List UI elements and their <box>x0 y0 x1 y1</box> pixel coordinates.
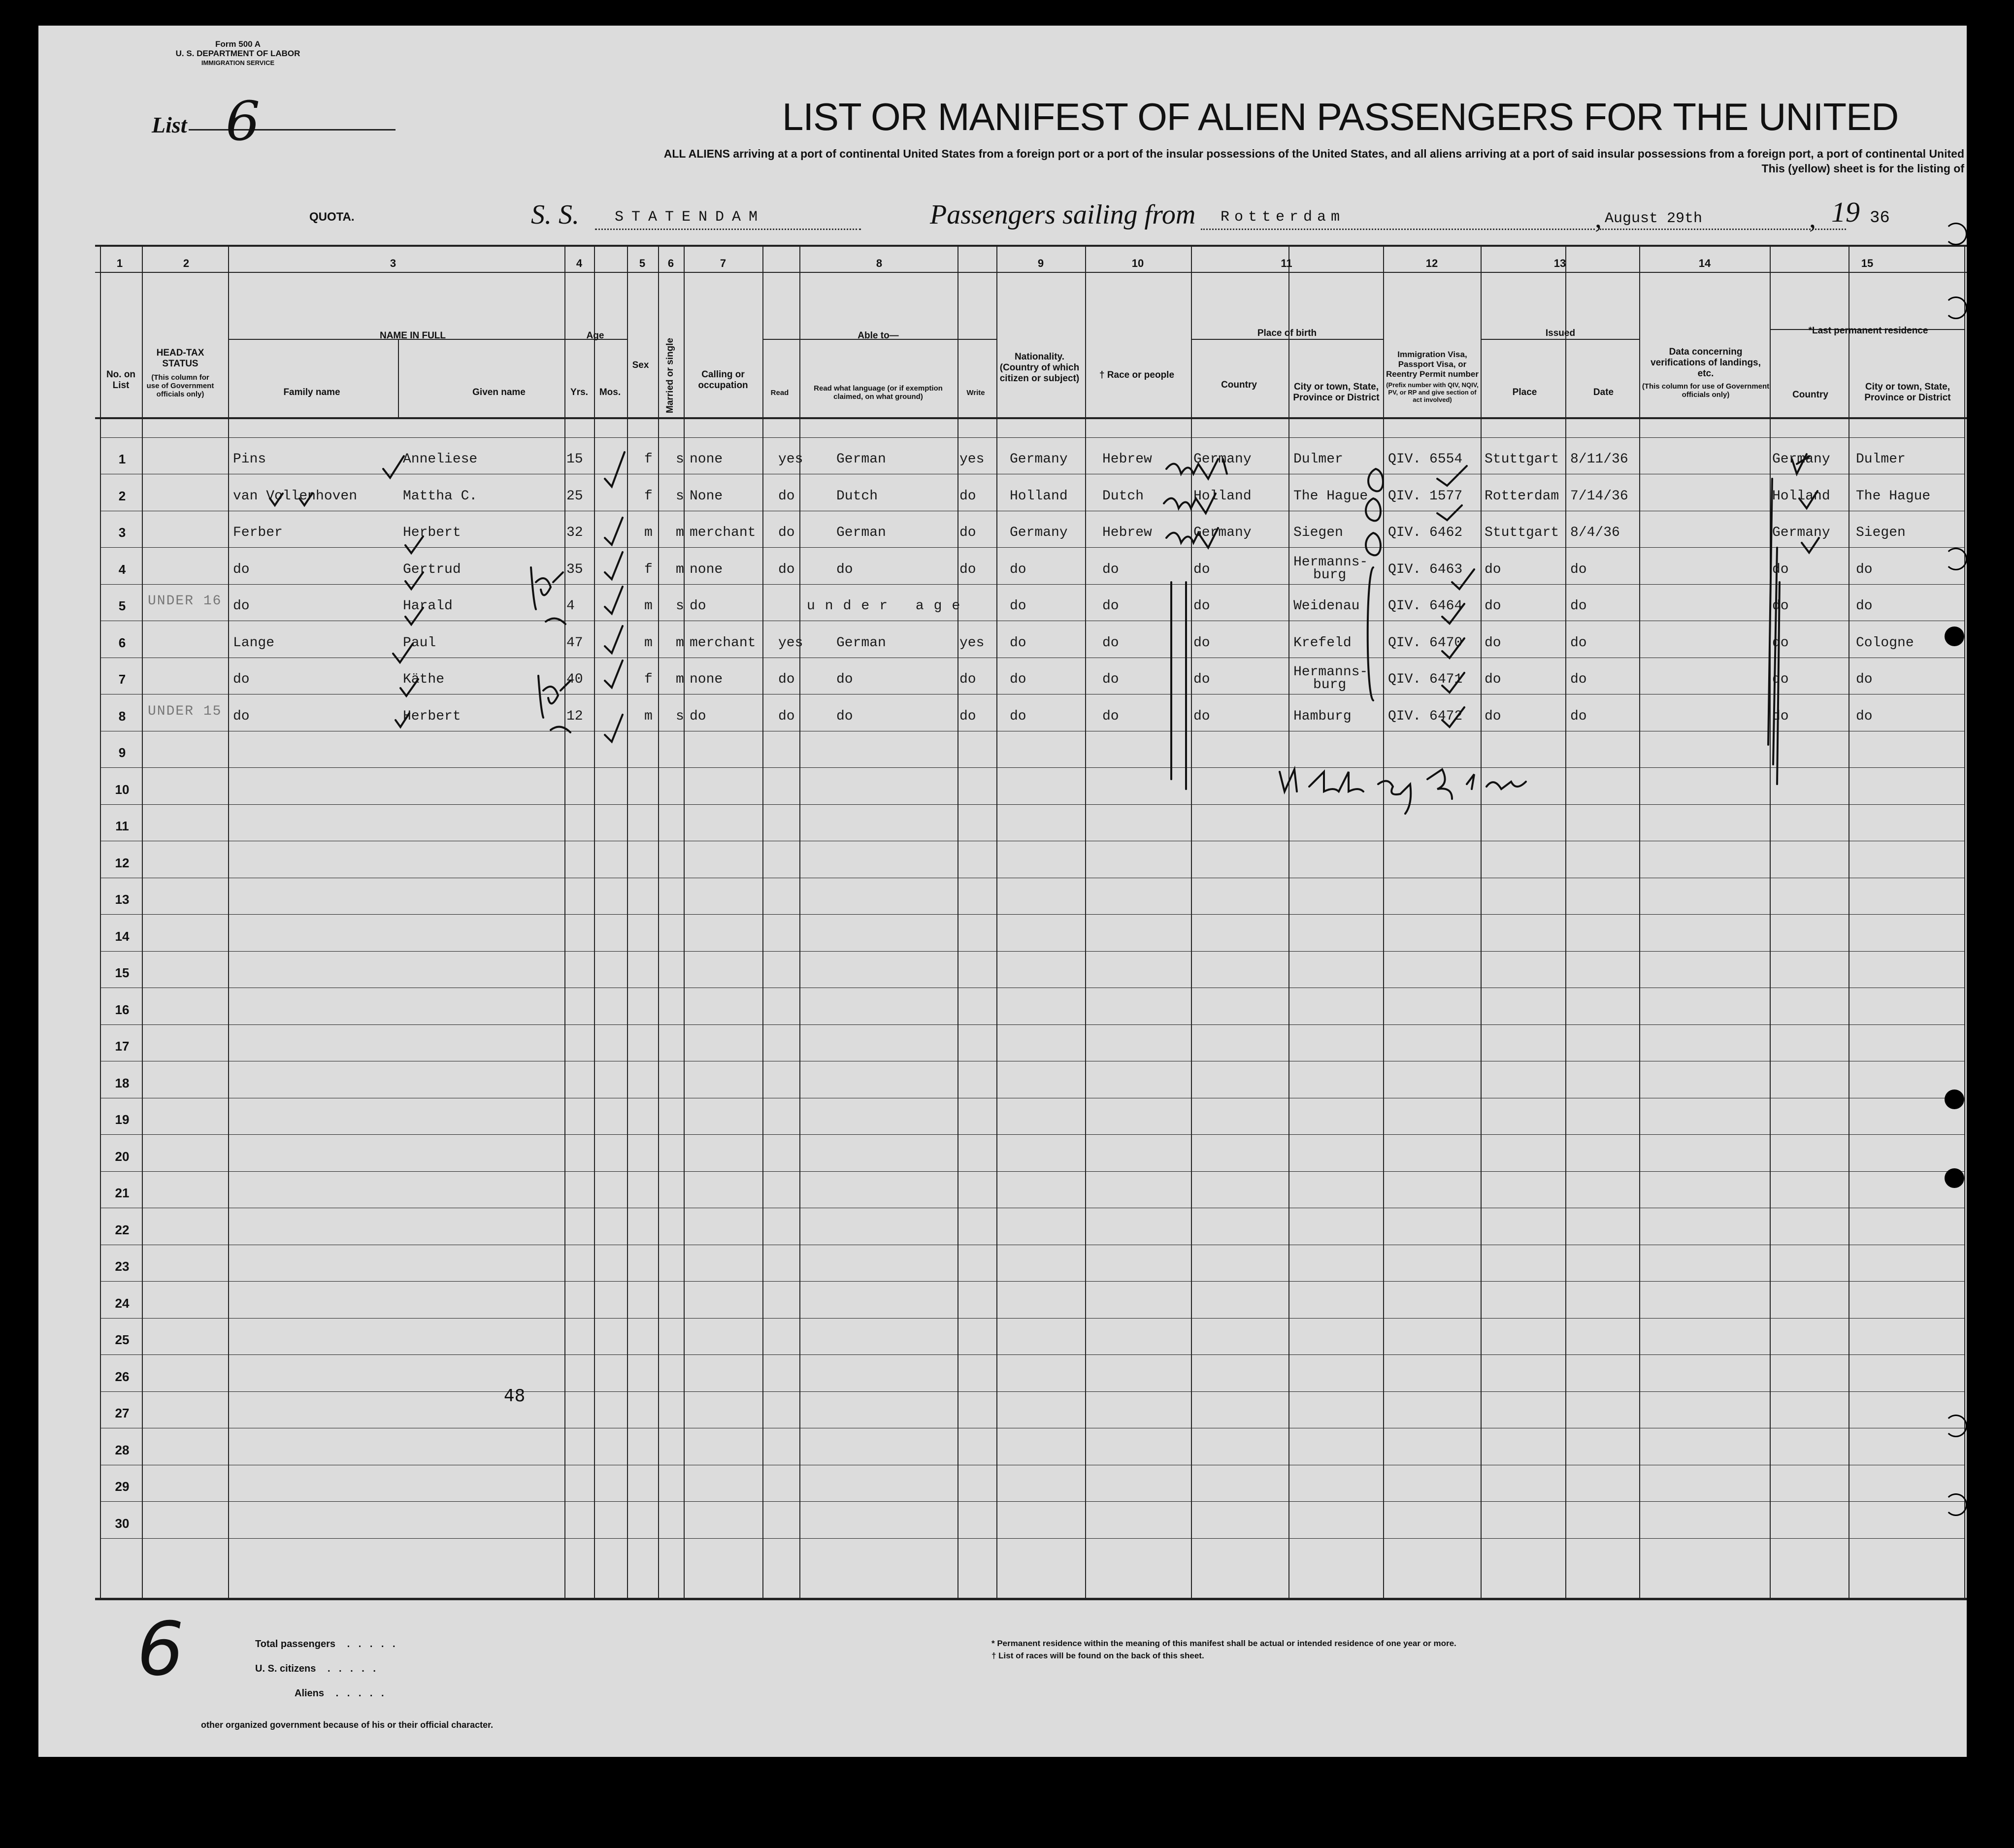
birth-scrawl-1 <box>1166 459 1227 479</box>
age-years: 25 <box>566 489 583 504</box>
row-number: 15 <box>115 965 130 980</box>
sex: m <box>644 635 653 651</box>
sex: f <box>644 489 653 504</box>
issued-date: 7/14/36 <box>1570 489 1628 504</box>
us-citizens-dots: . . . . . <box>327 1663 379 1674</box>
issued-place: do <box>1485 598 1501 614</box>
check-mark-name-1 <box>383 456 404 478</box>
given-name: Paul <box>403 635 436 651</box>
marital-status: s <box>676 709 684 724</box>
column-number: 7 <box>720 257 726 269</box>
residence-country: do <box>1772 598 1789 614</box>
birth-country: Germany <box>1193 452 1252 467</box>
row-number: 11 <box>115 819 129 833</box>
sex: f <box>644 452 653 467</box>
row-number: 1 <box>118 452 126 466</box>
residence-city: do <box>1856 672 1873 687</box>
nationality: do <box>1010 709 1026 724</box>
visa-number: QIV. 6554 <box>1388 452 1463 467</box>
row-number: 19 <box>115 1112 130 1127</box>
head-tax-title: HEAD-TAX STATUS <box>156 347 204 369</box>
visa-title: Immigration Visa, Passport Visa, or Reentry Permit number <box>1386 350 1479 379</box>
check-mark-age-7 <box>605 660 623 688</box>
age-years: 12 <box>566 709 583 724</box>
issued-date: do <box>1570 598 1587 614</box>
can-write: do <box>959 489 976 504</box>
residence-country: Holland <box>1772 489 1830 504</box>
residence-city: The Hague <box>1856 489 1931 504</box>
check-mark-age-1 <box>605 452 625 487</box>
row-number: 7 <box>118 672 126 687</box>
binder-hole <box>1945 223 1967 245</box>
row-number: 18 <box>115 1076 130 1090</box>
race: do <box>1102 672 1119 687</box>
visa-number: QIV. 6463 <box>1388 562 1463 577</box>
check-mark-name-5 <box>405 608 423 625</box>
header-family-name: Family name <box>283 387 340 397</box>
birth-country: Germany <box>1193 525 1252 540</box>
nationality: do <box>1010 598 1026 614</box>
ship-name: STATENDAM <box>615 209 766 226</box>
can-read: do <box>778 672 795 687</box>
handwritten-flag-2 <box>546 619 565 624</box>
row-number: 12 <box>115 856 130 870</box>
header-no-on-list: No. on List <box>106 369 136 391</box>
comma-1: , <box>1595 203 1602 234</box>
residence-city: do <box>1856 709 1873 724</box>
header-calling: Calling or occupation <box>698 369 748 391</box>
age-years: 15 <box>566 452 583 467</box>
column-number: 3 <box>390 257 396 269</box>
column-number: 12 <box>1425 257 1438 269</box>
birth-city: Hermanns- burg <box>1293 555 1368 583</box>
read-language: German <box>836 452 886 467</box>
verification-note: (This column for use of Government officials only) <box>1642 382 1770 399</box>
check-mark-name-4 <box>405 572 423 589</box>
column-number: 14 <box>1698 257 1711 269</box>
header-given-name: Given name <box>472 387 526 397</box>
family-name: do <box>233 598 250 614</box>
row-number: 20 <box>115 1149 130 1164</box>
visa-number: QIV. 6462 <box>1388 525 1463 540</box>
read-language: German <box>836 635 886 651</box>
birth-country: do <box>1193 672 1210 687</box>
ss-label: S. S. <box>531 199 579 230</box>
race: do <box>1102 635 1119 651</box>
family-name: van Vollenhoven <box>233 489 358 504</box>
header-read: Read <box>770 388 789 397</box>
header-yrs: Yrs. <box>570 387 588 397</box>
birth-country: Holland <box>1193 489 1252 504</box>
manifest-sheet <box>38 26 1967 1757</box>
calling: merchant <box>690 635 756 651</box>
scrawled-note <box>1280 769 1526 814</box>
footnote-permanent-residence: * Permanent residence within the meaning of this manifest shall be actual or intended residence of one year or more. <box>991 1639 1456 1648</box>
check-mark-name-8 <box>396 713 409 727</box>
binder-hole <box>1945 297 1967 319</box>
family-name: Ferber <box>233 525 283 540</box>
quota-label: QUOTA. <box>309 210 355 224</box>
binder-hole <box>1945 1493 1967 1516</box>
column-number: 5 <box>639 257 646 269</box>
given-name: Käthe <box>403 672 445 687</box>
read-language: do <box>836 672 853 687</box>
age-years: 32 <box>566 525 583 540</box>
column-number: 8 <box>876 257 883 269</box>
nationality: Germany <box>1010 525 1068 540</box>
header-able-to: Able to— <box>858 330 899 341</box>
given-name: Herbert <box>403 709 461 724</box>
sailing-date: August 29th <box>1605 210 1703 227</box>
header-age: Age <box>586 330 604 341</box>
issued-date: 8/11/36 <box>1570 452 1628 467</box>
binder-hole <box>1945 548 1967 570</box>
family-name: Lange <box>233 635 275 651</box>
family-name: do <box>233 562 250 577</box>
departure-port: Rotterdam <box>1221 209 1345 226</box>
total-passengers-dots: . . . . . <box>347 1639 398 1650</box>
column-number: 11 <box>1281 257 1292 269</box>
us-citizens-label: U. S. citizens . . . . . <box>255 1663 379 1674</box>
calling: do <box>690 598 706 614</box>
column-number: 9 <box>1037 257 1044 269</box>
age-years: 35 <box>566 562 583 577</box>
header-sex: Sex <box>632 360 649 370</box>
residence-check-marks <box>1792 454 1819 553</box>
can-read: do <box>778 525 795 540</box>
residence-city: Cologne <box>1856 635 1914 651</box>
can-read: do <box>778 562 795 577</box>
calling: None <box>690 489 723 504</box>
row-number: 26 <box>115 1369 130 1384</box>
residence-country: Germany <box>1772 525 1830 540</box>
visa-number: QIV. 6472 <box>1388 709 1463 724</box>
row-number: 21 <box>115 1186 130 1200</box>
row-number: 16 <box>115 1002 130 1017</box>
visa-number: QIV. 6471 <box>1388 672 1463 687</box>
birth-city: Hamburg <box>1293 709 1352 724</box>
issued-place: do <box>1485 709 1501 724</box>
binder-hole <box>1945 1415 1967 1437</box>
birth-city: The Hague <box>1293 489 1368 504</box>
residence-city: do <box>1856 598 1873 614</box>
row-number: 3 <box>118 525 126 540</box>
check-mark-name-7 <box>400 679 418 696</box>
age-years: 4 <box>566 598 575 614</box>
nationality: do <box>1010 562 1026 577</box>
issued-date: do <box>1570 635 1587 651</box>
nationality: Germany <box>1010 452 1068 467</box>
sex: m <box>644 525 653 540</box>
calling: do <box>690 709 706 724</box>
sex: f <box>644 672 653 687</box>
row-number: 5 <box>118 598 126 613</box>
read-language: under age <box>807 598 970 614</box>
aliens-dots: . . . . . <box>335 1688 387 1699</box>
can-write: yes <box>959 452 985 467</box>
read-language: German <box>836 525 886 540</box>
family-name: Pins <box>233 452 266 467</box>
annotation-marks <box>38 26 1967 1757</box>
marital-status: s <box>676 489 684 504</box>
issued-place: do <box>1485 672 1501 687</box>
list-number: 6 <box>226 90 260 153</box>
issued-place: do <box>1485 562 1501 577</box>
residence-city: Dulmer <box>1856 452 1906 467</box>
header-issued-place: Place <box>1512 387 1537 397</box>
residence-brackets <box>1768 479 1780 784</box>
nationality: do <box>1010 672 1026 687</box>
visa-number: QIV. 6470 <box>1388 635 1463 651</box>
calling: merchant <box>690 525 756 540</box>
binder-hole <box>1945 1089 1964 1109</box>
birth-city: Siegen <box>1293 525 1343 540</box>
given-name: Harald <box>403 598 453 614</box>
bottom-cut-text: other organized government because of his or their official character. <box>201 1720 494 1730</box>
can-write: do <box>959 672 976 687</box>
column-number: 4 <box>576 257 583 269</box>
row-number: 13 <box>115 892 130 907</box>
head-tax-note: (This column for use of Government officials only) <box>146 373 214 398</box>
issued-place: Stuttgart <box>1485 525 1559 540</box>
birth-country: do <box>1193 635 1210 651</box>
department-name: U. S. DEPARTMENT OF LABOR <box>175 49 300 58</box>
row-number: 29 <box>115 1479 130 1494</box>
calling: none <box>690 562 723 577</box>
header-issued-date: Date <box>1593 387 1614 397</box>
row-number: 2 <box>118 489 126 503</box>
binder-hole <box>1945 1168 1964 1188</box>
birth-scrawl-3 <box>1166 528 1218 548</box>
handwritten-flag-4 <box>551 727 570 732</box>
can-read: do <box>778 489 795 504</box>
header-race: † Race or people <box>1099 370 1175 380</box>
age-years: 47 <box>566 635 583 651</box>
check-mark-age-6 <box>605 626 623 653</box>
year-suffix: 36 <box>1870 209 1890 228</box>
calling: none <box>690 452 723 467</box>
subtitle-line-2: This (yellow) sheet is for the listing of <box>1761 162 1964 175</box>
column-number: 15 <box>1861 257 1874 269</box>
read-language: Dutch <box>836 489 878 504</box>
birth-city: Dulmer <box>1293 452 1343 467</box>
marital-status: m <box>676 525 684 540</box>
marital-status: m <box>676 635 684 651</box>
list-label: List <box>152 112 187 137</box>
given-name: Anneliese <box>403 452 478 467</box>
nationality: do <box>1010 635 1026 651</box>
age-years: 40 <box>566 672 583 687</box>
handwritten-stray-mark: 48 <box>504 1386 526 1406</box>
birth-city: Hermanns- burg <box>1293 664 1368 693</box>
check-mark-name-6 <box>393 644 413 662</box>
row-number: 30 <box>115 1516 130 1531</box>
subtitle-line-1: ALL ALIENS arriving at a port of continental United States from a foreign port or a port of the insular possessions of the United States, and all aliens arriving at a port of said insular possessions from a foreign port, a port of continental United <box>663 147 1964 160</box>
binder-hole <box>1945 627 1964 646</box>
row-number: 24 <box>115 1296 130 1311</box>
column-number: 10 <box>1131 257 1144 269</box>
issued-place: Stuttgart <box>1485 452 1559 467</box>
marital-status: m <box>676 672 684 687</box>
race: do <box>1102 598 1119 614</box>
family-name: do <box>233 709 250 724</box>
birth-country: do <box>1193 598 1210 614</box>
can-write: yes <box>959 635 985 651</box>
nationality: Holland <box>1010 489 1068 504</box>
check-mark-age-4 <box>605 552 623 579</box>
race: Hebrew <box>1102 452 1152 467</box>
header-res-country: Country <box>1792 390 1828 400</box>
birth-city: Weidenau <box>1293 598 1360 614</box>
sex: f <box>644 562 653 577</box>
read-language: do <box>836 709 853 724</box>
birth-scrawl-2 <box>1164 494 1216 513</box>
race: do <box>1102 562 1119 577</box>
visa-number: QIV. 6464 <box>1388 598 1463 614</box>
sex: m <box>644 709 653 724</box>
year-prefix: 19 <box>1831 196 1860 228</box>
header-birth-city: City or town, State, Province or District <box>1293 382 1380 403</box>
residence-country: do <box>1772 709 1789 724</box>
sailing-label: Passengers sailing from <box>930 199 1196 230</box>
column-number: 1 <box>116 257 123 269</box>
manifest-title: LIST OR MANIFEST OF ALIEN PASSENGERS FOR THE UNITED <box>782 95 1899 138</box>
residence-country: Germany <box>1772 452 1830 467</box>
handwritten-flag-3 <box>538 676 570 718</box>
header-issued: Issued <box>1545 328 1576 338</box>
header-nationality: Nationality. (Country of which citizen or subject) <box>999 352 1080 384</box>
issued-date: 8/4/36 <box>1570 525 1620 540</box>
column-number: 2 <box>183 257 190 269</box>
issued-place: do <box>1485 635 1501 651</box>
row-number: 6 <box>118 635 126 650</box>
can-write: do <box>959 709 976 724</box>
footnote-races: † List of races will be found on the back of this sheet. <box>991 1651 1204 1660</box>
row-number: 23 <box>115 1259 130 1274</box>
row-number: 14 <box>115 929 130 944</box>
given-name: Gertrud <box>403 562 461 577</box>
marital-status: m <box>676 562 684 577</box>
form-number: Form 500 A <box>215 39 261 49</box>
race: Dutch <box>1102 489 1144 504</box>
birth-country: do <box>1193 562 1210 577</box>
birth-country: do <box>1193 709 1210 724</box>
header-res-city: City or town, State, Province or District <box>1864 382 1951 403</box>
can-read: yes <box>778 452 803 467</box>
service-name: IMMIGRATION SERVICE <box>201 59 275 66</box>
family-name: do <box>233 672 250 687</box>
header-name-in-full: NAME IN FULL <box>379 330 446 341</box>
residence-city: Siegen <box>1856 525 1906 540</box>
issued-date: do <box>1570 562 1587 577</box>
row-number: 4 <box>118 562 126 577</box>
race: do <box>1102 709 1119 724</box>
visa-note: (Prefix number with QIV, NQIV, PV, or RP and give section of act involved) <box>1386 381 1479 403</box>
race: Hebrew <box>1102 525 1152 540</box>
given-name: Mattha C. <box>403 489 478 504</box>
handwritten-flag-1 <box>531 567 563 609</box>
comma-2: , <box>1809 203 1816 234</box>
check-mark-name-2a <box>270 494 283 505</box>
marital-status: s <box>676 598 684 614</box>
column-number: 6 <box>667 257 674 269</box>
check-mark-age-8 <box>605 715 623 742</box>
visa-circle-mark <box>1366 469 1383 700</box>
row-number: 22 <box>115 1222 130 1237</box>
issued-check-marks <box>1437 466 1474 727</box>
header-birth-country: Country <box>1221 380 1257 390</box>
header-married: Married or single <box>665 337 675 413</box>
row-number: 27 <box>115 1406 130 1420</box>
check-mark-name-3 <box>405 536 423 553</box>
issued-date: do <box>1570 672 1587 687</box>
row-number: 25 <box>115 1332 130 1347</box>
marital-status: s <box>676 452 684 467</box>
check-mark-age-3 <box>605 518 623 545</box>
birth-country-brackets <box>1171 582 1186 789</box>
residence-city: do <box>1856 562 1873 577</box>
verification-title: Data concerning verifications of landings, etc. <box>1651 347 1761 379</box>
header-last-residence: *Last permanent residence <box>1808 326 1928 336</box>
issued-date: do <box>1570 709 1587 724</box>
handwritten-list-total: 6 <box>137 1607 184 1692</box>
read-language: do <box>836 562 853 577</box>
birth-city: Krefeld <box>1293 635 1352 651</box>
calling: none <box>690 672 723 687</box>
row-number: 28 <box>115 1443 130 1457</box>
residence-country: do <box>1772 562 1789 577</box>
head-tax-stamp: UNDER 15 <box>148 704 222 719</box>
row-number: 9 <box>118 745 126 760</box>
aliens-label: Aliens . . . . . <box>295 1688 387 1699</box>
residence-country: do <box>1772 635 1789 651</box>
header-place-of-birth: Place of birth <box>1257 328 1317 338</box>
header-mos: Mos. <box>599 387 621 397</box>
can-read: yes <box>778 635 803 651</box>
row-number: 17 <box>115 1039 130 1054</box>
can-write: do <box>959 562 976 577</box>
sex: m <box>644 598 653 614</box>
visa-number: QIV. 1577 <box>1388 489 1463 504</box>
column-number: 13 <box>1553 257 1566 269</box>
can-write: do <box>959 525 976 540</box>
can-read: do <box>778 709 795 724</box>
residence-country: do <box>1772 672 1789 687</box>
head-tax-stamp: UNDER 16 <box>148 594 222 609</box>
check-mark-name-2b <box>299 494 312 505</box>
header-read-language: Read what language (or if exemption claimed, on what ground) <box>814 384 943 401</box>
check-mark-age-5 <box>605 587 623 614</box>
given-name: Herbert <box>403 525 461 540</box>
header-write: Write <box>966 388 985 397</box>
total-passengers-label: Total passengers . . . . . <box>255 1639 398 1650</box>
row-number: 10 <box>115 782 130 797</box>
row-number: 8 <box>118 709 126 724</box>
issued-place: Rotterdam <box>1485 489 1559 504</box>
